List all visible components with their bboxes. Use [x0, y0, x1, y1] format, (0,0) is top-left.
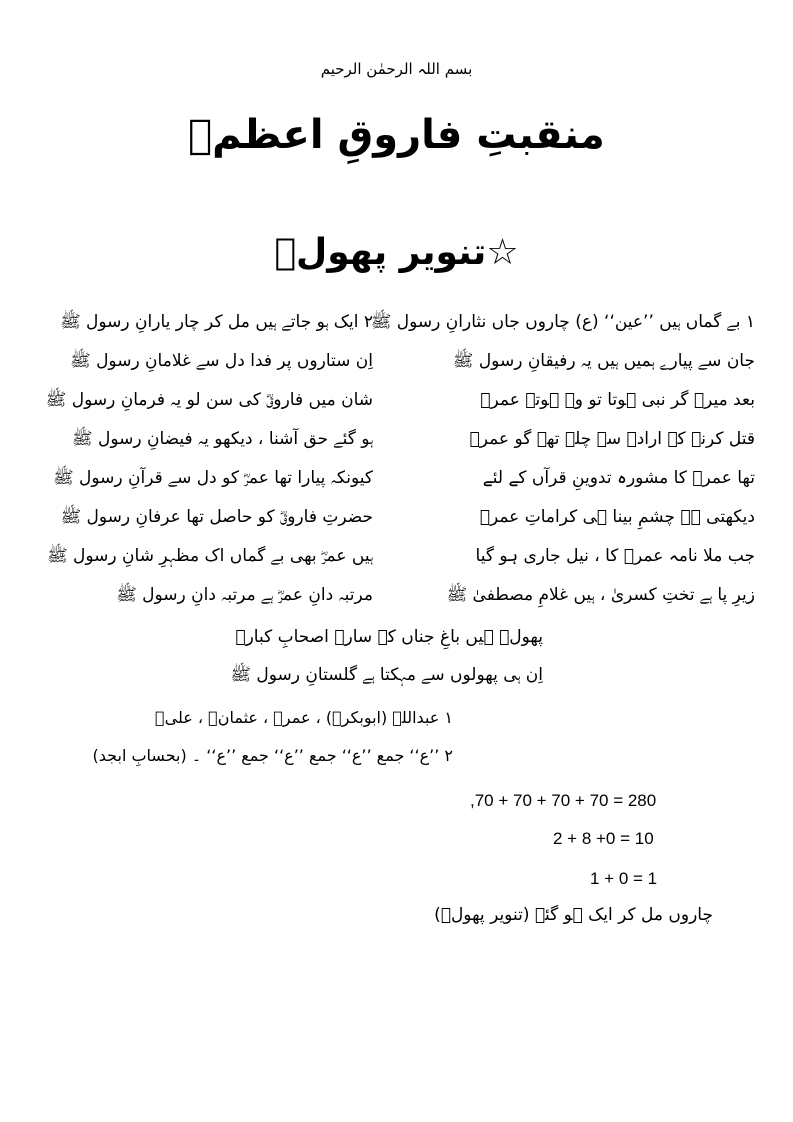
page-title: منقبتِ فاروقِ اعظمؓ — [188, 112, 605, 158]
footnote-1: ۱ عبداللہ (ابوبکرؓ) ، عمرؓ ، عثمانؓ ، علیؓ — [155, 708, 453, 727]
closing-line-1: پھولؔ ہیں باغِ جناں کے سارے اصحابِ کبارؓ — [235, 627, 543, 647]
verse-2-first: جان سے پیارے ہمیں ہیں یہ رفیقانِ رسول ﷺ — [452, 351, 755, 371]
bismillah: بسم اللہ الرحمٰن الرحیم — [320, 60, 473, 78]
verse-3-first: بعد میرے گر نبی ہوتا تو وہ ہوتے عمرؓ — [480, 390, 755, 410]
verse-6-second: حضرتِ فاروقؓ کو حاصل تھا عرفانِ رسول ﷺ — [60, 507, 373, 527]
verse-1-second: ۲ ایک ہو جاتے ہیں مل کر چار یارانِ رسول ﷺ — [60, 312, 373, 332]
verse-8-second: مرتبہ دانِ عمرؓ ہے مرتبہ دانِ رسول ﷺ — [116, 585, 373, 605]
closing-line-2: اِن ہی پھولوں سے مہکتا ہے گلستانِ رسول ﷺ — [230, 665, 543, 685]
math-line-3: 1 + 0 = 1 — [590, 869, 658, 888]
verse-4-second: ہو گئے حق آشنا ، دیکھو یہ فیضانِ رسول ﷺ — [72, 429, 373, 449]
verse-2-second: اِن ستاروں پر فدا دل سے غلامانِ رسول ﷺ — [70, 351, 373, 371]
verse-7-first: جب ملا نامہ عمرؓ کا ، نیل جاری ہو گیا — [475, 546, 755, 566]
author-name: ☆تنویر پھولؔ — [274, 232, 519, 273]
signature-line: چاروں مل کر ایک ہو گئے (تنویر پھولؔ) — [434, 905, 713, 925]
math-line-1: ,70 + 70 + 70 + 70 = 280 — [470, 791, 657, 810]
footnote-2: ۲ ’’ع‘‘ جمع ’’ع‘‘ جمع ’’ع‘‘ جمع ’’ع‘‘ ۔ (بحسابِ ابجد) — [92, 746, 453, 765]
verse-6-first: دیکھتی ہے چشمِ بینا ہی کراماتِ عمرؓ — [479, 507, 755, 527]
verse-8-first: زیرِ پا ہے تختِ کسریٰ ، ہیں غلامِ مصطفیٰ ﷺ — [446, 585, 755, 605]
verse-7-second: ہیں عمرؓ بھی بے گماں اک مظہرِ شانِ رسول ﷺ — [47, 546, 373, 566]
verse-5-second: کیونکہ پیارا تھا عمرؓ کو دل سے قرآنِ رسول ﷺ — [53, 468, 373, 488]
verse-3-second: شان میں فاروقؓ کی سن لو یہ فرمانِ رسول ﷺ — [45, 390, 373, 410]
math-line-2: 2 + 8 +0 = 10 — [553, 829, 654, 848]
verse-4-first: قتل کرنے کے ارادے سے چلے تھے گو عمرؓ — [469, 429, 755, 449]
verse-1-first: ۱ بے گماں ہیں ’’عین‘‘ (ع) چاروں جاں نثارانِ رسول ﷺ — [370, 312, 755, 332]
verse-5-first: تھا عمرؓ کا مشورہ تدوینِ قرآں کے لئے — [482, 468, 755, 488]
